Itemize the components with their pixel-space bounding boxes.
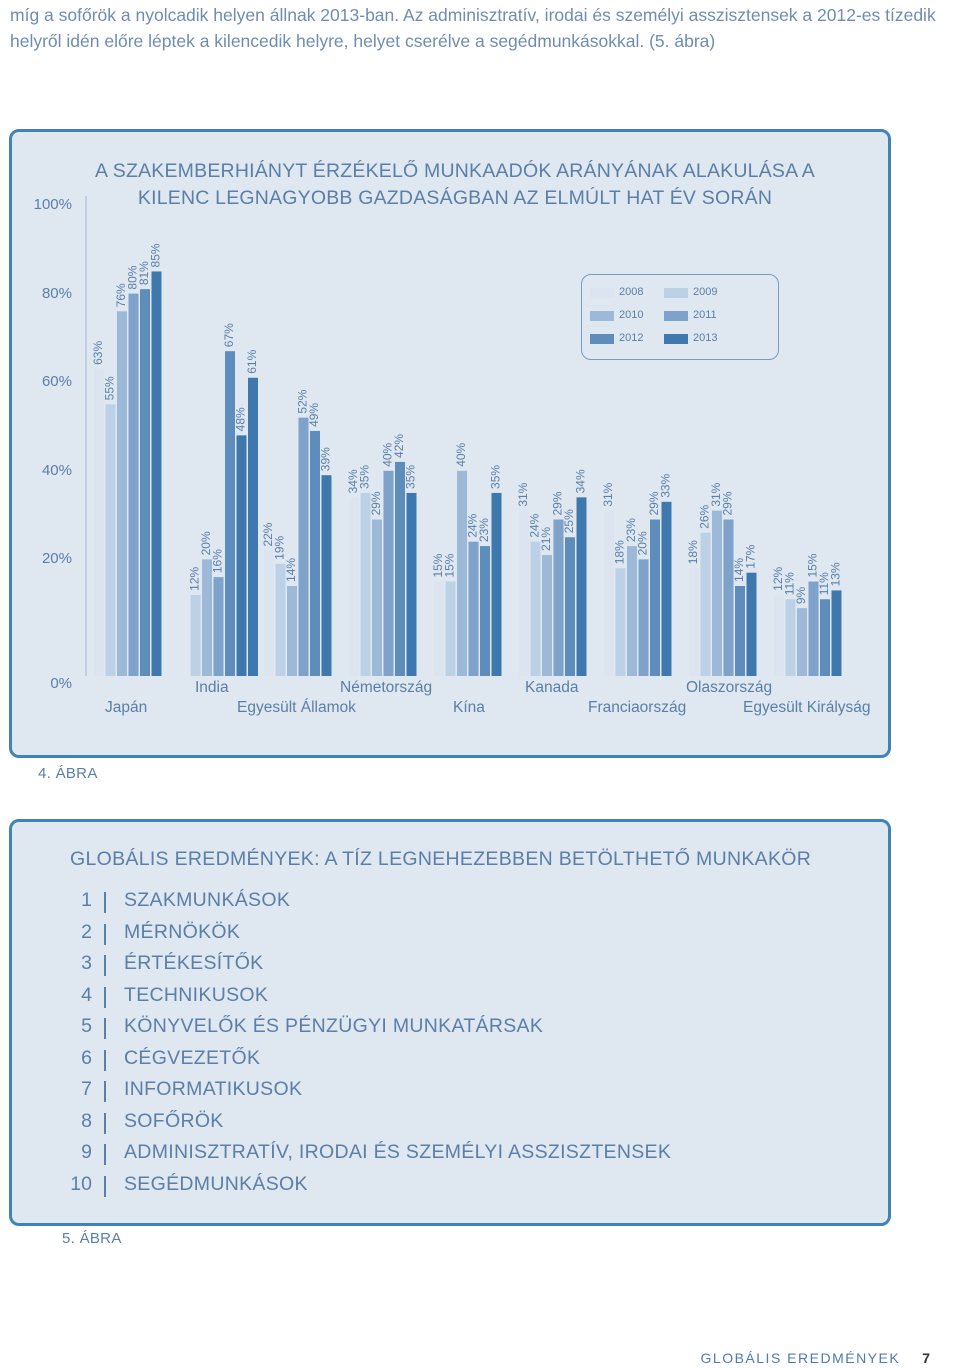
bar bbox=[264, 551, 274, 676]
data-label: 15% bbox=[442, 553, 457, 578]
bar bbox=[384, 471, 394, 676]
bar bbox=[662, 502, 672, 676]
bar bbox=[712, 511, 722, 676]
list-item-number: 9 bbox=[81, 1141, 92, 1163]
data-label: 42% bbox=[392, 433, 406, 458]
data-label: 14% bbox=[284, 557, 298, 582]
list-item-divider bbox=[104, 955, 106, 976]
data-label: 25% bbox=[562, 509, 576, 534]
list-item-divider bbox=[104, 987, 106, 1008]
data-label: 24% bbox=[527, 513, 542, 538]
data-label: 67% bbox=[222, 323, 236, 348]
list-item-number: 3 bbox=[81, 952, 92, 974]
data-label: 20% bbox=[199, 531, 213, 556]
category-label: Franciaország bbox=[588, 699, 687, 716]
intro-paragraph: míg a sofőrök a nyolcadik helyen állnak 2013-ban. Az adminisztratív, irodai és személyi asszisztensek a 2012-es tízedik helyről idén előre léptek a kilencedik helyre, helyet cserélve a segédmunkásokkal. (5. ábra) bbox=[10, 5, 936, 51]
y-tick-label: 40% bbox=[41, 461, 72, 479]
list-item-label: CÉGVEZETŐK bbox=[124, 1046, 261, 1069]
bar bbox=[650, 520, 660, 676]
list-item-label: ADMINISZTRATÍV, IRODAI ÉS SZEMÉLYI ASSZISZTENSEK bbox=[124, 1141, 672, 1163]
bar bbox=[349, 497, 359, 676]
bar bbox=[701, 533, 711, 676]
list-item-number: 8 bbox=[81, 1109, 92, 1132]
bar bbox=[322, 475, 332, 676]
data-label: 13% bbox=[828, 562, 843, 587]
data-label: 12% bbox=[771, 566, 785, 591]
list-item-label: ÉRTÉKESÍTŐK bbox=[124, 952, 264, 974]
bar bbox=[577, 497, 587, 676]
legend-label: 2012 bbox=[619, 332, 644, 344]
bar bbox=[372, 520, 382, 676]
data-label: 31% bbox=[516, 482, 530, 507]
data-label: 34% bbox=[573, 469, 588, 494]
data-label: 40% bbox=[380, 442, 395, 467]
list-item-label: INFORMATIKUSOK bbox=[124, 1078, 303, 1100]
data-label: 63% bbox=[91, 340, 105, 365]
data-label: 11% bbox=[782, 572, 797, 596]
data-label: 19% bbox=[272, 535, 287, 560]
bar bbox=[152, 271, 162, 676]
bar bbox=[820, 599, 830, 676]
bar bbox=[248, 378, 258, 676]
bar bbox=[469, 542, 479, 676]
footer-section: GLOBÁLIS EREDMÉNYEK bbox=[700, 1350, 901, 1366]
category-label: Egyesült Államok bbox=[237, 699, 356, 716]
bar bbox=[565, 537, 575, 676]
list-item-number: 7 bbox=[81, 1078, 92, 1100]
data-label: 17% bbox=[743, 544, 758, 569]
data-label: 23% bbox=[477, 518, 491, 543]
data-label: 29% bbox=[369, 491, 383, 516]
bar bbox=[129, 294, 139, 676]
legend-label: 2013 bbox=[693, 332, 718, 344]
bar bbox=[361, 493, 371, 676]
legend-label: 2008 bbox=[619, 286, 644, 298]
data-label: 9% bbox=[794, 586, 808, 605]
list-item-divider bbox=[104, 1018, 106, 1039]
data-label: 55% bbox=[102, 376, 117, 401]
data-label: 85% bbox=[148, 243, 163, 268]
data-label: 26% bbox=[697, 504, 712, 529]
bar bbox=[106, 404, 116, 676]
bar bbox=[832, 590, 842, 676]
bar bbox=[287, 586, 297, 676]
legend-label: 2010 bbox=[619, 309, 644, 321]
list-item-label: SZAKMUNKÁSOK bbox=[124, 889, 291, 911]
data-label: 34% bbox=[346, 469, 360, 494]
data-label: 22% bbox=[261, 522, 275, 547]
data-label: 52% bbox=[295, 389, 310, 414]
list-item-label: TECHNIKUSOK bbox=[124, 983, 269, 1006]
bar bbox=[237, 435, 247, 676]
data-label: 18% bbox=[612, 540, 627, 565]
category-label: Kanada bbox=[525, 679, 579, 696]
bar bbox=[94, 369, 104, 676]
data-label: 76% bbox=[114, 283, 128, 308]
bar bbox=[747, 573, 757, 676]
bar bbox=[191, 595, 201, 676]
category-label: Németország bbox=[340, 679, 433, 696]
figure-5-caption: 5. ÁBRA bbox=[62, 1230, 122, 1247]
data-label: 35% bbox=[403, 464, 418, 489]
bar bbox=[214, 577, 224, 676]
page-number: 7 bbox=[922, 1350, 930, 1366]
bar bbox=[786, 599, 796, 676]
bar bbox=[797, 608, 807, 676]
figure-4-caption: 4. ÁBRA bbox=[38, 765, 98, 782]
y-tick-label: 0% bbox=[50, 675, 72, 692]
data-label: 39% bbox=[318, 447, 333, 472]
y-tick-label: 60% bbox=[41, 373, 72, 391]
category-label: Olaszország bbox=[686, 679, 773, 696]
list-item-label: KÖNYVELŐK ÉS PÉNZÜGYI MUNKATÁRSAK bbox=[124, 1015, 544, 1037]
data-label: 14% bbox=[732, 557, 746, 582]
data-label: 31% bbox=[601, 482, 615, 507]
data-label: 23% bbox=[624, 518, 638, 543]
data-label: 29% bbox=[550, 491, 565, 516]
list-item-label: SEGÉDMUNKÁSOK bbox=[124, 1172, 308, 1195]
data-label: 48% bbox=[233, 407, 248, 432]
y-tick-label: 100% bbox=[33, 196, 72, 213]
category-label: Japán bbox=[105, 699, 148, 716]
bar bbox=[225, 351, 235, 676]
bar bbox=[299, 418, 309, 676]
data-label: 15% bbox=[431, 553, 445, 578]
list-item-divider bbox=[104, 924, 106, 945]
data-label: 20% bbox=[635, 531, 650, 556]
bar bbox=[604, 511, 614, 676]
bar bbox=[117, 311, 127, 676]
data-label: 80% bbox=[125, 265, 140, 290]
y-tick-label: 20% bbox=[41, 550, 72, 568]
list-item-label: SOFŐRÖK bbox=[124, 1109, 224, 1132]
list-item-divider bbox=[104, 1050, 106, 1071]
legend-label: 2009 bbox=[693, 286, 718, 298]
bar bbox=[735, 586, 745, 676]
category-label: Kína bbox=[453, 699, 485, 716]
bar bbox=[689, 568, 699, 676]
chart-title: A SZAKEMBERHIÁNYT ÉRZÉKELŐ MUNKAADÓK ARÁNYÁNAK ALAKULÁSA A KILENC LEGNAGYOBB GAZDASÁGBAN AZ ELMÚLT HAT ÉV SORÁN bbox=[95, 160, 815, 209]
occupations-title: GLOBÁLIS EREDMÉNYEK: A TÍZ LEGNEHEZEBBEN BETÖLTHETŐ MUNKAKÖR bbox=[70, 848, 812, 870]
bar bbox=[531, 542, 541, 676]
category-label: India bbox=[195, 679, 229, 696]
legend-label: 2011 bbox=[693, 309, 717, 321]
data-label: 35% bbox=[488, 464, 503, 489]
data-label: 31% bbox=[709, 482, 723, 507]
data-label: 21% bbox=[539, 526, 553, 551]
list-item-divider bbox=[104, 1113, 106, 1134]
data-label: 35% bbox=[357, 464, 372, 489]
bar bbox=[639, 559, 649, 676]
page-footer bbox=[701, 1350, 930, 1366]
bar bbox=[457, 471, 467, 676]
data-label: 33% bbox=[658, 473, 673, 498]
bar bbox=[616, 568, 626, 676]
list-item-divider bbox=[104, 1176, 106, 1197]
data-label: 81% bbox=[137, 261, 151, 286]
data-label: 16% bbox=[210, 549, 225, 574]
bar bbox=[480, 546, 490, 676]
list-item-divider bbox=[104, 892, 106, 913]
data-label: 24% bbox=[465, 513, 480, 538]
data-label: 61% bbox=[245, 349, 259, 374]
list-item-number: 2 bbox=[81, 920, 92, 943]
data-label: 29% bbox=[720, 491, 735, 516]
data-label: 29% bbox=[647, 491, 661, 516]
bar bbox=[542, 555, 552, 676]
data-label: 12% bbox=[187, 566, 202, 591]
category-label: Egyesült Királyság bbox=[743, 699, 871, 716]
data-label: 15% bbox=[805, 553, 820, 578]
bar bbox=[774, 595, 784, 676]
bar bbox=[434, 582, 444, 676]
bar bbox=[407, 493, 417, 676]
y-tick-label: 80% bbox=[41, 284, 72, 302]
data-label: 11% bbox=[817, 572, 831, 596]
bar bbox=[202, 559, 212, 676]
data-label: 18% bbox=[686, 540, 700, 565]
list-item-number: 1 bbox=[81, 889, 92, 911]
bar bbox=[492, 493, 502, 676]
list-item-number: 4 bbox=[81, 983, 92, 1006]
bar bbox=[446, 582, 456, 676]
list-item-divider bbox=[104, 1081, 106, 1102]
list-item-number: 10 bbox=[70, 1172, 92, 1195]
list-item-number: 6 bbox=[81, 1046, 92, 1069]
list-item-divider bbox=[104, 1144, 106, 1165]
data-label: 40% bbox=[454, 442, 468, 467]
bar bbox=[395, 462, 405, 676]
list-item-number: 5 bbox=[81, 1015, 92, 1037]
bar bbox=[554, 520, 564, 676]
data-label: 49% bbox=[307, 402, 321, 427]
bar bbox=[140, 289, 150, 676]
bar bbox=[724, 520, 734, 676]
list-item-label: MÉRNÖKÖK bbox=[124, 920, 241, 943]
bar bbox=[627, 546, 637, 676]
